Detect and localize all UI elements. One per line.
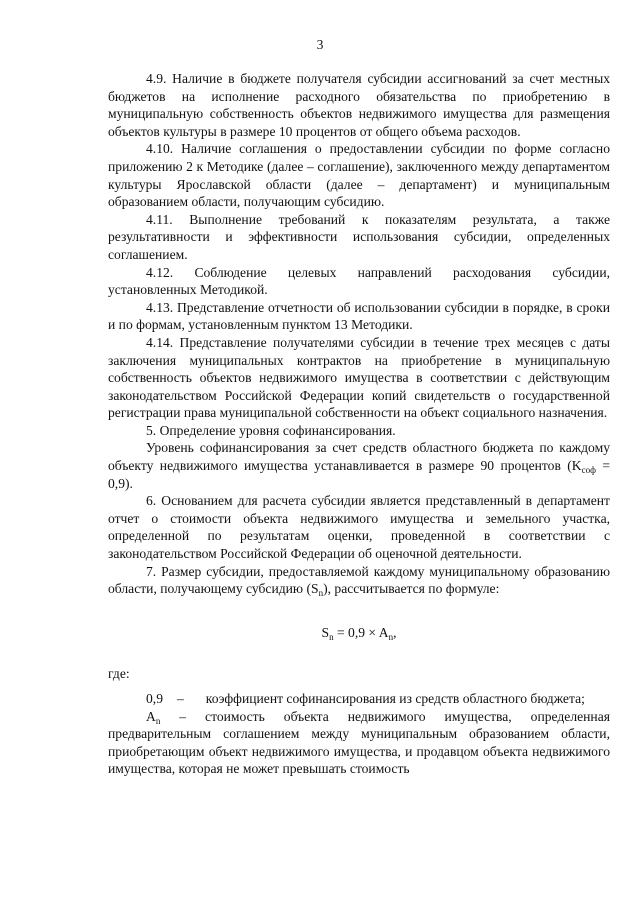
subsidy-formula bbox=[108, 624, 610, 642]
paragraph-5-cofinancing-level bbox=[108, 439, 610, 492]
paragraph-4-11: 4.11. Выполнение требований к показателям результата, а также результативности и эффективности использования субсидии, определенных соглашением. bbox=[108, 211, 610, 262]
document-body bbox=[108, 70, 610, 778]
def1-dash: – bbox=[177, 691, 184, 706]
p7-s-subscript: n bbox=[318, 588, 324, 599]
definition-cost bbox=[108, 708, 610, 778]
where-label: где: bbox=[108, 666, 130, 682]
formula-a-subscript: n bbox=[388, 631, 394, 642]
paragraph-4-14: 4.14. Представление получателями субсидии в течение трех месяцев с даты заключения муниципальных контрактов на приобретение в муниципальную собственность объектов недвижимого имущества в соответствии с действующим законодательством Российской Федерации копий свидетельств о государственной регистрации права муниципальной собственности на объект социального назначения. bbox=[108, 334, 610, 421]
paragraph-4-13: 4.13. Представление отчетности об использовании субсидии в порядке, в сроки и по формам, установленным пунктом 13 Методики. bbox=[108, 299, 610, 333]
p7-text-before: 7. Размер субсидии, предоставляемой каждому муниципальному образованию области, получающему субсидию (S bbox=[108, 563, 610, 597]
paragraph-6: 6. Основанием для расчета субсидии является представленный в департамент отчет о стоимости объекта недвижимого имущества и земельного участка, определенной по результатам оценки, проведенной в соответствии с законодательством Российской Федерации об оценочной деятельности. bbox=[108, 493, 610, 562]
p5-text-before: Уровень софинансирования за счет средств областного бюджета по каждому объекту недвижимого имущества устанавливается в размере 90 процентов (K bbox=[108, 440, 610, 474]
page-number: 3 bbox=[316, 37, 324, 52]
p7-text-after: ), рассчитывается по формуле: bbox=[323, 581, 500, 597]
def2-subscript: n bbox=[155, 715, 161, 726]
paragraph-5-heading: 5. Определение уровня софинансирования. bbox=[146, 422, 396, 438]
definition-coefficient bbox=[108, 690, 610, 708]
formula-end: , bbox=[393, 624, 397, 640]
def2-term: A bbox=[146, 708, 156, 724]
p5-coef-subscript: соф bbox=[581, 465, 596, 476]
formula-middle: = 0,9 × A bbox=[333, 624, 389, 640]
paragraph-7 bbox=[108, 563, 610, 598]
paragraph-4-10: 4.10. Наличие соглашения о предоставлении субсидии по форме согласно приложению 2 к Методике (далее – соглашение), заключенного между департаментом культуры Ярославской области (далее – департамент) и муниципальным образованием области, получающим субсидию. bbox=[108, 141, 610, 210]
def2-text: – стоимость объекта недвижимого имущества, определенная предварительным соглашением между муниципальным образованием области, приобретающим объект недвижимого имущества, и продавцом объекта недвижимого имущества, которая не может превышать стоимость bbox=[108, 708, 610, 777]
paragraph-4-12: 4.12. Соблюдение целевых направлений расходования субсидии, установленных Методикой. bbox=[108, 264, 610, 298]
formula-s: S bbox=[321, 624, 330, 640]
def1-term: 0,9 bbox=[146, 691, 163, 706]
formula-s-subscript: n bbox=[329, 631, 334, 642]
p5-text-after: = 0,9). bbox=[108, 458, 610, 491]
paragraph-4-9: 4.9. Наличие в бюджете получателя субсидии ассигнований за счет местных бюджетов на исполнение расходного обязательства по приобретению в муниципальную собственность объектов недвижимого имущества для размещения объектов культуры в размере 10 процентов от общего объема расходов. bbox=[108, 71, 610, 139]
def1-text: коэффициент софинансирования из средств областного бюджета; bbox=[205, 691, 585, 706]
